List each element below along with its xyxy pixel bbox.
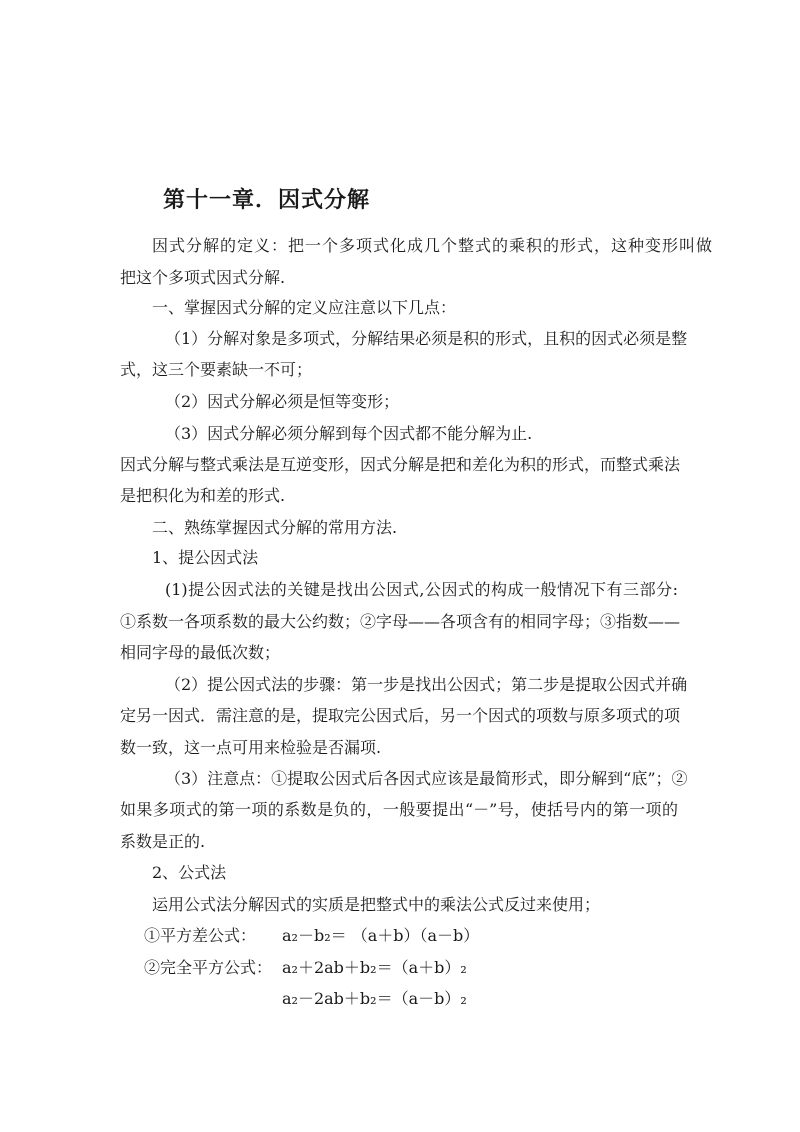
point-2: （2）因式分解必须是恒等变形； [165,392,400,411]
point-1-line-1: （1）分解对象是多项式，分解结果必须是积的形式，且积的因式必须是整 [165,329,688,348]
formula-intro: 运用公式法分解因式的实质是把整式中的乘法公式反过来使用； [152,895,601,914]
subheading-factor-out: 1、提公因式法 [152,548,259,567]
chapter-title: 第十一章．因式分解 [163,188,371,213]
method-2-line-1: （2）提公因式法的步骤：第一步是找出公因式；第二步是提取公因式并确 [165,675,688,694]
method-1-line-1: (1)提公因式法的关键是找出公因式,公因式的构成一般情况下有三部分: [165,580,678,599]
definition-line-2: 把这个多项式因式分解. [120,268,286,287]
method-1-line-3: 相同字母的最低次数； [120,643,281,662]
subheading-formula: 2、公式法 [152,863,227,882]
method-3-line-3: 系数是正的. [120,832,206,851]
point-3: （3）因式分解必须分解到每个因式都不能分解为止. [165,424,533,443]
note-line-2: 是把积化为和差的形式. [120,486,286,505]
definition-line-1: 因式分解的定义：把一个多项式化成几个整式的乘积的形式，这种变形叫做 [152,236,712,255]
note-line-1: 因式分解与整式乘法是互逆变形，因式分解是把和差化为积的形式，而整式乘法 [120,455,681,474]
section-heading-2: 二、熟练掌握因式分解的常用方法. [152,518,398,537]
method-3-line-1: （3）注意点：①提取公因式后各因式应该是最简形式，即分解到“底”；② [165,769,688,788]
formula-perfect-square-minus: a₂－2ab＋b₂＝（a－b）₂ [282,989,467,1008]
formula-label-difference-of-squares: ①平方差公式： [144,926,257,945]
formula-label-perfect-square: ②完全平方公式： [144,958,273,977]
point-1-line-2: 式，这三个要素缺一不可； [120,360,313,379]
method-2-line-2: 定另一因式．需注意的是，提取完公因式后，另一个因式的项数与原多项式的项 [120,706,681,725]
method-2-line-3: 数一致，这一点可用来检验是否漏项. [120,738,382,757]
formula-difference-of-squares: a₂－b₂＝ （a＋b）（a－b） [282,926,480,945]
method-3-line-2: 如果多项式的第一项的系数是负的，一般要提出“－”号，使括号内的第一项的 [120,800,678,819]
formula-perfect-square-plus: a₂＋2ab＋b₂＝（a＋b）₂ [282,958,467,977]
section-heading-1: 一、掌握因式分解的定义应注意以下几点： [152,298,457,317]
method-1-line-2: ①系数一各项系数的最大公约数；②字母——各项含有的相同字母；③指数—— [120,612,681,631]
